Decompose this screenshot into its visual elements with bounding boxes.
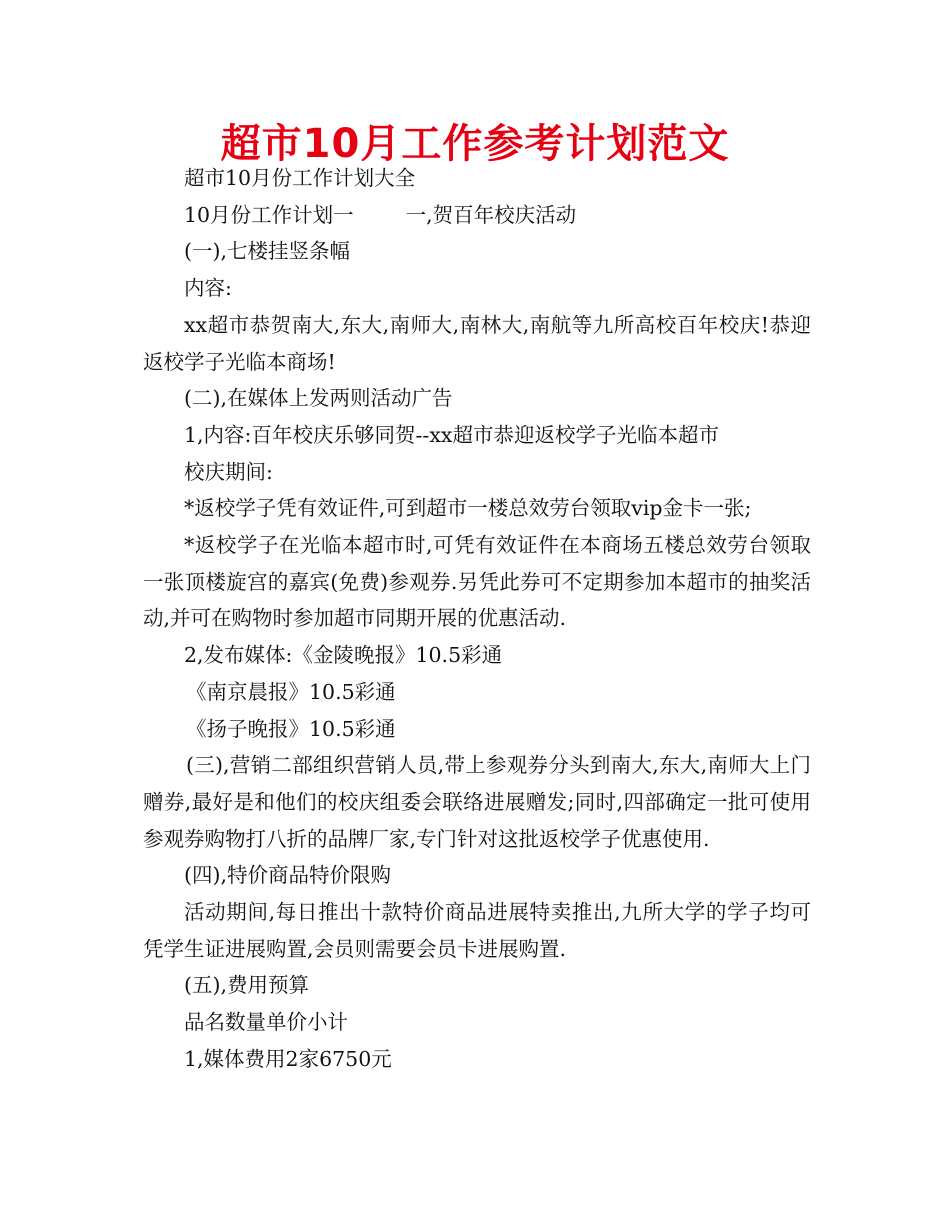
paragraph: 1,内容:百年校庆乐够同贺--xx超市恭迎返校学子光临本超市 (184, 422, 719, 447)
paragraph: 内容: (184, 276, 232, 301)
paragraph: 1,媒体费用2家6750元 (184, 1046, 392, 1071)
paragraph: (二),在媒体上发两则活动广告 (184, 386, 453, 411)
paragraph: 校庆期间: (184, 459, 273, 484)
paragraph: (三),营销二部组织营销人员,带上参观券分头到南大,东大,南师大上门赠券,最好是和他们的校庆组委会联络进展赠发;同时,四部确定一批可使用参观券购物打八折的品牌厂家,专门针对这批返校学子优惠使用. (143, 753, 811, 851)
document-title: 超市10月工作参考计划范文 (220, 121, 730, 167)
paragraph: 《南京晨报》10.5彩通 (186, 679, 396, 704)
paragraph: 活动期间,每日推出十款特价商品进展特卖推出,九所大学的学子均可凭学生证进展购置,会员则需要会员卡进展购置. (143, 900, 811, 961)
plan-label: 10月份工作计划一 (184, 202, 354, 227)
paragraph: 超市10月份工作计划大全 (184, 166, 416, 190)
paragraph: (一),七楼挂竖条幅 (184, 239, 351, 264)
paragraph: 2,发布媒体:《金陵晚报》10.5彩通 (184, 643, 503, 668)
section-heading: 一,贺百年校庆活动 (405, 202, 577, 227)
paragraph: *返校学子在光临本超市时,可凭有效证件在本商场五楼总效劳台领取一张顶楼旋宫的嘉宾(免费)参观券.另凭此券可不定期参加本超市的抽奖活动,并可在购物时参加超市同期开展的优惠活动. (143, 533, 811, 631)
document-body (143, 160, 811, 1078)
paragraph: 品名数量单价小计 (184, 1010, 348, 1035)
paragraph: (四),特价商品特价限购 (184, 863, 392, 888)
paragraph: xx超市恭贺南大,东大,南师大,南林大,南航等九所高校百年校庆!恭迎返校学子光临本商场! (143, 312, 811, 374)
paragraph (143, 197, 811, 234)
paragraph: 《扬子晚报》10.5彩通 (186, 716, 396, 741)
paragraph: (五),费用预算 (184, 973, 310, 998)
paragraph: *返校学子凭有效证件,可到超市一楼总效劳台领取vip金卡一张; (184, 496, 752, 521)
